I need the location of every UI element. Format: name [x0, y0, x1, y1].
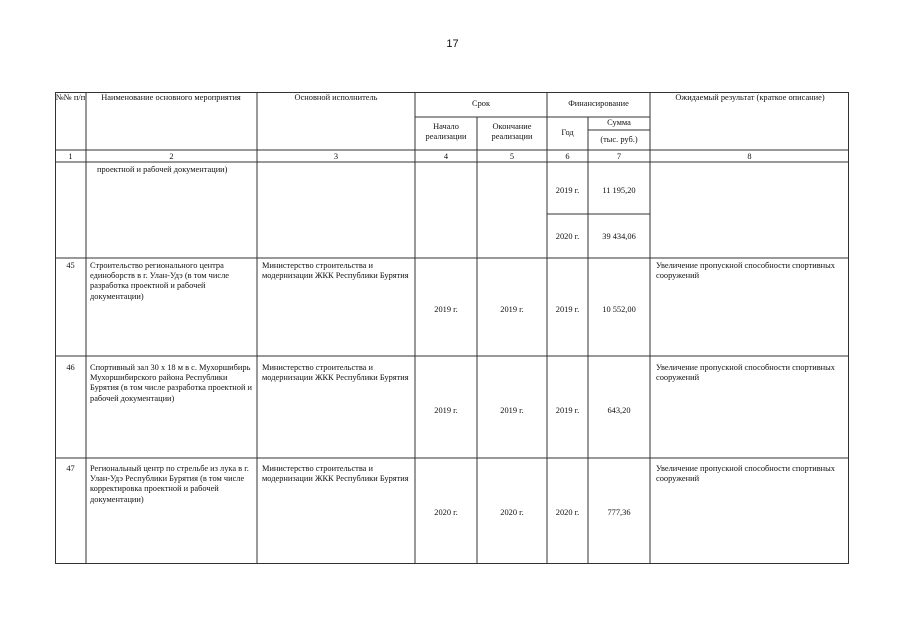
- col-number: 5: [509, 152, 515, 161]
- item-year: 2019 г.: [555, 305, 580, 314]
- continuation-name: проектной и рабочей документации): [97, 165, 228, 174]
- header-sum: Сумма: [607, 118, 631, 127]
- item-result: Увеличение пропускной способности спортивных сооружений: [656, 464, 835, 484]
- col-number: 6: [565, 152, 570, 161]
- item-name: Спортивный зал 30 х 18 м в с. Мухоршибирь Мухоршибирского района Республики Бурятия (в том числе разработка проектной и рабочей документации): [90, 363, 253, 403]
- col-number: 4: [443, 152, 449, 161]
- header-executor: Основной исполнитель: [294, 93, 378, 102]
- col-number: 7: [616, 152, 622, 161]
- activities-table: [55, 92, 849, 564]
- continuation-sum: 39 434,06: [602, 232, 636, 241]
- page-number: 17: [446, 38, 459, 50]
- item-result: Увеличение пропускной способности спортивных сооружений: [656, 261, 835, 281]
- col-number: 1: [68, 152, 73, 161]
- item-result: Увеличение пропускной способности спортивных сооружений: [656, 363, 835, 383]
- header-end: Окончание реализации: [491, 122, 533, 142]
- header-result: Ожидаемый результат (краткое описание): [675, 93, 825, 102]
- item-year: 2019 г.: [555, 406, 580, 415]
- item-sum: 10 552,00: [602, 305, 636, 314]
- continuation-sum: 11 195,20: [602, 186, 636, 195]
- item-executor: Министерство строительства и модернизации ЖКК Республики Бурятия: [262, 363, 409, 383]
- item-name: Региональный центр по стрельбе из лука в г. Улан-Удэ Республики Бурятия (в том числе корректировка проектной и рабочей документации): [90, 464, 249, 504]
- continuation-year: 2020 г.: [555, 232, 580, 241]
- header-financing: Финансирование: [568, 99, 629, 108]
- col-number: 2: [169, 152, 174, 161]
- item-executor: Министерство строительства и модернизации ЖКК Республики Бурятия: [262, 464, 409, 484]
- col-number: 3: [333, 152, 339, 161]
- item-num: 46: [66, 363, 75, 372]
- item-executor: Министерство строительства и модернизации ЖКК Республики Бурятия: [262, 261, 409, 281]
- item-sum: 643,20: [607, 406, 631, 415]
- header-name: Наименование основного мероприятия: [101, 93, 241, 102]
- item-end: 2020 г.: [500, 508, 524, 517]
- item-start: 2019 г.: [434, 305, 458, 314]
- header-sum-unit: (тыс. руб.): [600, 135, 638, 144]
- item-end: 2019 г.: [500, 305, 524, 314]
- item-num: 45: [66, 261, 75, 270]
- item-end: 2019 г.: [500, 406, 524, 415]
- col-number: 8: [747, 152, 752, 161]
- header-start: Начало реализации: [425, 122, 467, 142]
- item-start: 2019 г.: [434, 406, 458, 415]
- item-year: 2020 г.: [555, 508, 580, 517]
- item-num: 47: [66, 464, 75, 473]
- item-name: Строительство регионального центра единоборств в г. Улан-Удэ (в том числе разработка проектной и рабочей документации): [90, 261, 229, 301]
- header-year: Год: [561, 128, 574, 137]
- header-srok: Срок: [471, 99, 491, 108]
- continuation-year: 2019 г.: [555, 186, 580, 195]
- item-start: 2020 г.: [434, 508, 458, 517]
- item-sum: 777,36: [607, 508, 631, 517]
- header-num: №№ п/п: [55, 93, 86, 102]
